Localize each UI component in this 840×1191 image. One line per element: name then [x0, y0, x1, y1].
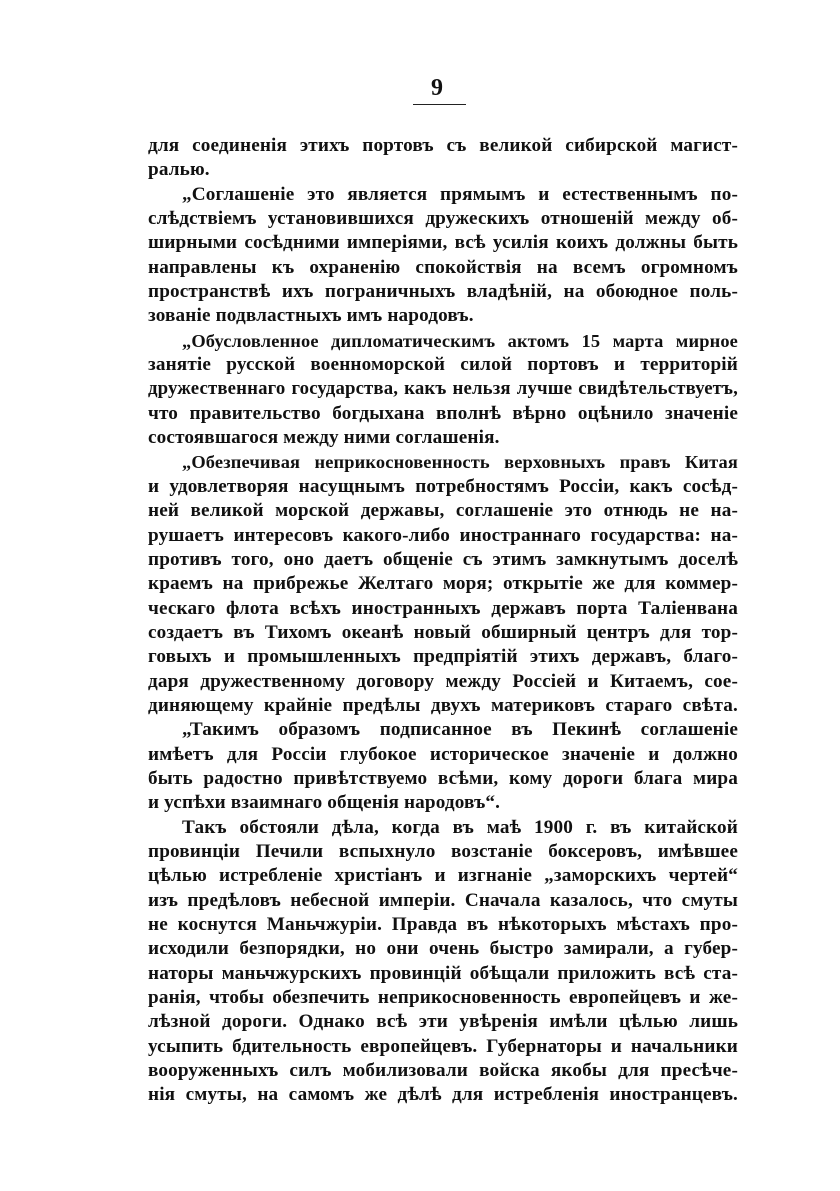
text-line: провинціи Печили вспыхнуло возстаніе боксеровъ, имѣвшее — [148, 840, 738, 862]
page-number-rule — [413, 104, 466, 105]
text-line: исходили безпорядки, но они очень быстро замирали, а губер- — [148, 938, 738, 960]
text-line: слѣдствіемъ установившихся дружескихъ отношеній между об- — [148, 208, 738, 230]
text-line: изъ предѣловъ небесной имперіи. Сначала казалось, что смуты — [148, 889, 738, 911]
text-line: зованіе подвластныхъ имъ народовъ. — [148, 305, 474, 327]
text-line: занятіе русской военноморской силой портовъ и территорій — [148, 354, 738, 376]
text-line: что правительство богдыхана вполнѣ вѣрно оцѣнило значеніе — [148, 402, 738, 424]
text-line: цѣлью истребленіе христіанъ и изгнаніе „заморскихъ чертей“ — [148, 865, 738, 887]
body-text — [148, 134, 738, 1108]
text-line: говыхъ и промышленныхъ предпріятій этихъ державъ, благо- — [148, 646, 738, 668]
text-line: для соединенія этихъ портовъ съ великой сибирской магист- — [148, 135, 738, 156]
text-line: „Обусловленное дипломатическимъ актомъ 15 марта мирное — [182, 330, 738, 351]
text-line: „Соглашеніе это является прямымъ и естественнымъ по- — [182, 183, 738, 205]
text-line: краемъ на прибрежье Желтаго моря; открытіе же для коммер- — [148, 573, 738, 595]
text-line: ней великой морской державы, соглашеніе это отнюдь не на- — [148, 500, 738, 522]
text-line: противъ того, оно даетъ общеніе съ этимъ замкнутымъ доселѣ — [148, 548, 738, 570]
text-line: ширными сосѣдними имперіями, всѣ усилія коихъ должны быть — [148, 232, 738, 254]
text-line: имѣетъ для Россіи глубокое историческое значеніе и должно — [148, 743, 738, 765]
text-line: направлены къ охраненію спокойствія на всемъ огромномъ — [148, 256, 738, 278]
text-line: дружественнаго государства, какъ нельзя лучше свидѣтельствуетъ, — [148, 378, 738, 400]
text-line: быть радостно привѣтствуемо всѣми, кому дороги блага мира — [148, 767, 738, 789]
text-line: Такъ обстояли дѣла, когда въ маѣ 1900 г. въ китайской — [182, 816, 738, 838]
text-line: усыпить бдительность европейцевъ. Губернаторы и начальники — [148, 1035, 738, 1057]
text-line: вооруженныхъ силъ мобилизовали войска якобы для пресѣче- — [148, 1060, 738, 1082]
text-line: ческаго флота всѣхъ иностранныхъ державъ порта Таліенвана — [148, 597, 738, 619]
text-line: и удовлетворяя насущнымъ потребностямъ Россіи, какъ сосѣд- — [148, 475, 738, 497]
text-line: ранія, чтобы обезпечить неприкосновенность европейцевъ и же- — [148, 987, 738, 1009]
text-line: создаетъ въ Тихомъ океанѣ новый обширный центръ для тор- — [148, 621, 738, 643]
text-line: лѣзной дороги. Однако всѣ эти увѣренія имѣли цѣлью лишь — [148, 1011, 738, 1033]
text-line: „Такимъ образомъ подписанное въ Пекинѣ соглашеніе — [182, 719, 738, 741]
text-line: даря дружественному договору между Россіей и Китаемъ, сое- — [148, 670, 738, 692]
text-line: наторы маньчжурскихъ провинцій обѣщали приложить всѣ ста- — [148, 962, 738, 984]
text-line: состоявшагося между ними соглашенія. — [148, 427, 500, 449]
text-line: нія смуты, на самомъ же дѣлѣ для истребленія иностранцевъ. — [148, 1084, 738, 1106]
text-line: не коснутся Маньчжуріи. Правда въ нѣкоторыхъ мѣстахъ про- — [148, 914, 738, 935]
text-line: рушаетъ интересовъ какого-либо иностраннаго государства: на- — [148, 524, 738, 546]
text-line: диняющему крайніе предѣлы двухъ материковъ стараго свѣта. — [148, 694, 738, 716]
text-line: пространствѣ ихъ пограничныхъ владѣній, на обоюдное поль- — [148, 281, 738, 303]
text-line: ралью. — [148, 159, 210, 181]
page-number: 9 — [431, 75, 443, 101]
text-line: и успѣхи взаимнаго общенія народовъ“. — [148, 792, 501, 814]
text-line: „Обезпечивая неприкосновенность верховныхъ правъ Китая — [182, 452, 738, 473]
